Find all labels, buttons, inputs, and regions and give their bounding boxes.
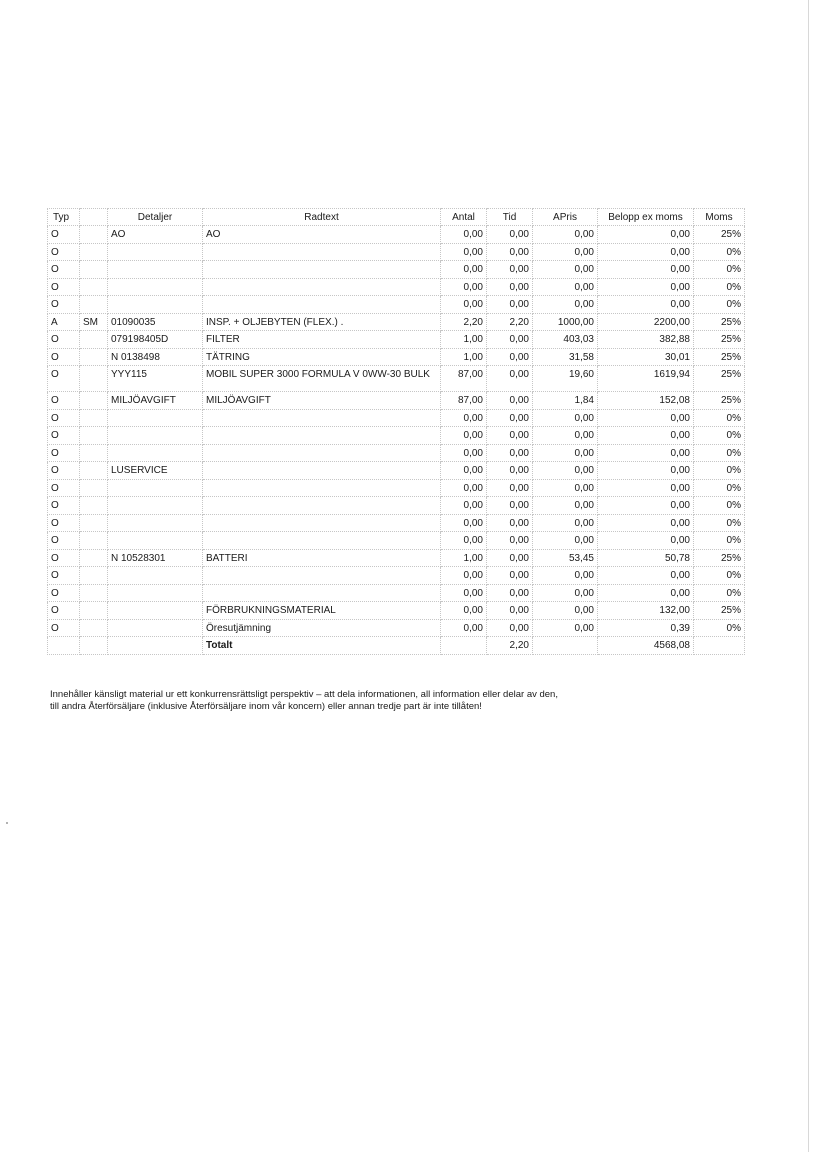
cell-code [80, 532, 108, 550]
cell-detaljer: YYY115 [108, 366, 203, 392]
cell-radtext: MOBIL SUPER 3000 FORMULA V 0WW-30 BULK [203, 366, 441, 392]
header-apris: APris [533, 209, 598, 226]
cell-tid: 0,00 [487, 331, 533, 349]
scan-artifact [6, 822, 8, 824]
table-row [48, 278, 745, 296]
cell-belopp: 0,00 [598, 261, 694, 279]
cell-typ: O [48, 366, 80, 392]
cell-antal: 87,00 [441, 392, 487, 410]
table-row [48, 619, 745, 637]
cell-belopp: 0,00 [598, 584, 694, 602]
notice-line-1: Innehåller känsligt material ur ett konkurrensrättsligt perspektiv – att dela informationen, all information eller delar av den, [50, 689, 558, 700]
cell-code [80, 427, 108, 445]
cell-tid: 0,00 [487, 296, 533, 314]
cell-moms: 0% [694, 261, 745, 279]
cell-detaljer [108, 602, 203, 620]
cell-typ: O [48, 602, 80, 620]
cell-antal: 1,00 [441, 331, 487, 349]
notice-line-2: till andra Återförsäljare (inklusive Återförsäljare inom vår koncern) eller annan tredje part är inte tillåten! [50, 701, 482, 712]
cell-belopp: 0,00 [598, 296, 694, 314]
table-row [48, 261, 745, 279]
cell-typ: O [48, 296, 80, 314]
cell-belopp: 0,39 [598, 619, 694, 637]
cell-code: SM [80, 313, 108, 331]
cell-typ: O [48, 514, 80, 532]
cell-tid: 0,00 [487, 409, 533, 427]
cell-radtext [203, 261, 441, 279]
cell-moms: 25% [694, 549, 745, 567]
cell-detaljer [108, 497, 203, 515]
total-empty-cell [108, 637, 203, 655]
cell-typ: O [48, 392, 80, 410]
cell-tid: 0,00 [487, 226, 533, 244]
cell-moms: 0% [694, 532, 745, 550]
table-row [48, 514, 745, 532]
cell-antal: 0,00 [441, 427, 487, 445]
cell-antal: 0,00 [441, 296, 487, 314]
cell-antal: 0,00 [441, 567, 487, 585]
page-edge [808, 0, 809, 1152]
cell-moms: 0% [694, 462, 745, 480]
cell-moms: 0% [694, 278, 745, 296]
cell-tid: 0,00 [487, 602, 533, 620]
cell-code [80, 261, 108, 279]
cell-radtext [203, 243, 441, 261]
cell-detaljer: 079198405D [108, 331, 203, 349]
cell-code [80, 497, 108, 515]
cell-radtext [203, 514, 441, 532]
cell-tid: 0,00 [487, 514, 533, 532]
cell-typ: O [48, 444, 80, 462]
cell-radtext [203, 462, 441, 480]
cell-code [80, 331, 108, 349]
table-row [48, 427, 745, 445]
cell-tid: 0,00 [487, 243, 533, 261]
table-row [48, 348, 745, 366]
header-typ: Typ [48, 209, 80, 226]
header-radtext: Radtext [203, 209, 441, 226]
cell-moms: 25% [694, 313, 745, 331]
header-moms: Moms [694, 209, 745, 226]
cell-tid: 0,00 [487, 567, 533, 585]
cell-detaljer [108, 444, 203, 462]
cell-radtext: INSP. + OLJEBYTEN (FLEX.) . [203, 313, 441, 331]
cell-radtext: AO [203, 226, 441, 244]
cell-tid: 0,00 [487, 278, 533, 296]
cell-code [80, 479, 108, 497]
cell-typ: O [48, 409, 80, 427]
cell-radtext: MILJÖAVGIFT [203, 392, 441, 410]
cell-detaljer [108, 261, 203, 279]
cell-apris: 0,00 [533, 243, 598, 261]
cell-moms: 25% [694, 392, 745, 410]
cell-apris: 0,00 [533, 296, 598, 314]
cell-belopp: 50,78 [598, 549, 694, 567]
cell-apris: 0,00 [533, 427, 598, 445]
cell-radtext: BATTERI [203, 549, 441, 567]
cell-detaljer: MILJÖAVGIFT [108, 392, 203, 410]
cell-detaljer: N 10528301 [108, 549, 203, 567]
cell-belopp: 0,00 [598, 409, 694, 427]
table-row [48, 497, 745, 515]
cell-radtext: FÖRBRUKNINGSMATERIAL [203, 602, 441, 620]
table-row [48, 479, 745, 497]
cell-belopp: 0,00 [598, 479, 694, 497]
header-tid: Tid [487, 209, 533, 226]
table-header-row [48, 209, 745, 226]
table-row [48, 584, 745, 602]
cell-code [80, 584, 108, 602]
cell-apris: 0,00 [533, 462, 598, 480]
cell-typ: O [48, 243, 80, 261]
cell-code [80, 348, 108, 366]
cell-apris: 0,00 [533, 567, 598, 585]
cell-code [80, 619, 108, 637]
cell-typ: O [48, 348, 80, 366]
cell-belopp: 0,00 [598, 462, 694, 480]
cell-typ: O [48, 427, 80, 445]
cell-belopp: 0,00 [598, 226, 694, 244]
cell-tid: 0,00 [487, 497, 533, 515]
cell-belopp: 0,00 [598, 278, 694, 296]
cell-antal: 0,00 [441, 479, 487, 497]
cell-tid: 0,00 [487, 619, 533, 637]
table-row [48, 243, 745, 261]
cell-belopp: 1619,94 [598, 366, 694, 392]
cell-antal: 0,00 [441, 462, 487, 480]
table-row [48, 296, 745, 314]
cell-detaljer: 01090035 [108, 313, 203, 331]
cell-tid: 0,00 [487, 427, 533, 445]
cell-tid: 0,00 [487, 584, 533, 602]
cell-apris: 0,00 [533, 497, 598, 515]
cell-tid: 2,20 [487, 313, 533, 331]
cell-detaljer [108, 514, 203, 532]
table-row [48, 331, 745, 349]
cell-radtext [203, 296, 441, 314]
cell-antal: 0,00 [441, 278, 487, 296]
cell-typ: O [48, 278, 80, 296]
cell-code [80, 567, 108, 585]
cell-apris: 0,00 [533, 532, 598, 550]
total-belopp: 4568,08 [598, 637, 694, 655]
cell-apris: 0,00 [533, 409, 598, 427]
cell-moms: 25% [694, 226, 745, 244]
cell-belopp: 0,00 [598, 567, 694, 585]
header-belopp: Belopp ex moms [598, 209, 694, 226]
cell-detaljer [108, 619, 203, 637]
cell-detaljer [108, 532, 203, 550]
cell-antal: 0,00 [441, 584, 487, 602]
cell-antal: 1,00 [441, 549, 487, 567]
total-tid: 2,20 [487, 637, 533, 655]
cell-radtext [203, 479, 441, 497]
cell-code [80, 392, 108, 410]
cell-antal: 0,00 [441, 243, 487, 261]
cell-tid: 0,00 [487, 392, 533, 410]
cell-apris: 0,00 [533, 514, 598, 532]
cell-typ: O [48, 584, 80, 602]
cell-antal: 0,00 [441, 497, 487, 515]
cell-code [80, 226, 108, 244]
cell-detaljer [108, 409, 203, 427]
cell-apris: 0,00 [533, 479, 598, 497]
cell-moms: 0% [694, 497, 745, 515]
cell-belopp: 382,88 [598, 331, 694, 349]
cell-moms: 0% [694, 444, 745, 462]
table-row [48, 366, 745, 392]
cell-detaljer: LUSERVICE [108, 462, 203, 480]
cell-code [80, 409, 108, 427]
table-body [48, 226, 745, 637]
cell-apris: 19,60 [533, 366, 598, 392]
table-row [48, 462, 745, 480]
table-row [48, 226, 745, 244]
cell-detaljer [108, 243, 203, 261]
cell-radtext: FILTER [203, 331, 441, 349]
cell-detaljer [108, 567, 203, 585]
cell-antal: 0,00 [441, 409, 487, 427]
cell-typ: O [48, 619, 80, 637]
cell-belopp: 0,00 [598, 532, 694, 550]
cell-apris: 0,00 [533, 278, 598, 296]
cell-code [80, 549, 108, 567]
cell-detaljer [108, 278, 203, 296]
cell-belopp: 0,00 [598, 514, 694, 532]
cell-moms: 0% [694, 514, 745, 532]
table-row [48, 409, 745, 427]
header-antal: Antal [441, 209, 487, 226]
cell-tid: 0,00 [487, 444, 533, 462]
cell-radtext [203, 584, 441, 602]
cell-antal: 0,00 [441, 619, 487, 637]
total-empty-cell [533, 637, 598, 655]
invoice-lines-table [47, 208, 745, 655]
table-row [48, 602, 745, 620]
cell-detaljer: N 0138498 [108, 348, 203, 366]
total-empty-cell [80, 637, 108, 655]
cell-code [80, 602, 108, 620]
table-row [48, 532, 745, 550]
cell-moms: 25% [694, 331, 745, 349]
cell-moms: 0% [694, 427, 745, 445]
cell-radtext [203, 497, 441, 515]
cell-radtext [203, 567, 441, 585]
cell-antal: 0,00 [441, 226, 487, 244]
cell-belopp: 0,00 [598, 243, 694, 261]
confidentiality-notice [50, 689, 750, 713]
cell-antal: 87,00 [441, 366, 487, 392]
cell-antal: 0,00 [441, 261, 487, 279]
cell-typ: O [48, 462, 80, 480]
cell-radtext: TÄTRING [203, 348, 441, 366]
cell-tid: 0,00 [487, 348, 533, 366]
cell-typ: O [48, 261, 80, 279]
cell-apris: 53,45 [533, 549, 598, 567]
cell-detaljer [108, 296, 203, 314]
cell-typ: O [48, 479, 80, 497]
table-row [48, 444, 745, 462]
cell-moms: 0% [694, 619, 745, 637]
cell-moms: 0% [694, 409, 745, 427]
cell-code [80, 444, 108, 462]
table-row [48, 392, 745, 410]
cell-detaljer: AO [108, 226, 203, 244]
cell-apris: 403,03 [533, 331, 598, 349]
cell-tid: 0,00 [487, 462, 533, 480]
cell-detaljer [108, 427, 203, 445]
cell-belopp: 132,00 [598, 602, 694, 620]
cell-code [80, 296, 108, 314]
cell-moms: 0% [694, 479, 745, 497]
cell-radtext [203, 444, 441, 462]
cell-tid: 0,00 [487, 532, 533, 550]
cell-apris: 0,00 [533, 619, 598, 637]
cell-radtext [203, 278, 441, 296]
cell-typ: O [48, 567, 80, 585]
cell-apris: 31,58 [533, 348, 598, 366]
cell-belopp: 0,00 [598, 427, 694, 445]
cell-belopp: 0,00 [598, 444, 694, 462]
cell-apris: 1,84 [533, 392, 598, 410]
total-label: Totalt [203, 637, 441, 655]
cell-typ: O [48, 497, 80, 515]
cell-belopp: 152,08 [598, 392, 694, 410]
cell-typ: O [48, 549, 80, 567]
cell-radtext [203, 532, 441, 550]
cell-apris: 0,00 [533, 584, 598, 602]
cell-antal: 1,00 [441, 348, 487, 366]
cell-antal: 0,00 [441, 444, 487, 462]
cell-detaljer [108, 584, 203, 602]
cell-typ: A [48, 313, 80, 331]
cell-typ: O [48, 331, 80, 349]
cell-tid: 0,00 [487, 479, 533, 497]
cell-belopp: 0,00 [598, 497, 694, 515]
cell-antal: 0,00 [441, 514, 487, 532]
total-row [48, 637, 745, 655]
cell-moms: 0% [694, 584, 745, 602]
header-detaljer: Detaljer [108, 209, 203, 226]
cell-typ: O [48, 532, 80, 550]
cell-moms: 25% [694, 366, 745, 392]
cell-antal: 0,00 [441, 602, 487, 620]
cell-code [80, 514, 108, 532]
cell-moms: 0% [694, 296, 745, 314]
cell-apris: 0,00 [533, 602, 598, 620]
cell-belopp: 30,01 [598, 348, 694, 366]
cell-radtext: Öresutjämning [203, 619, 441, 637]
cell-belopp: 2200,00 [598, 313, 694, 331]
total-empty-cell [694, 637, 745, 655]
cell-apris: 0,00 [533, 261, 598, 279]
cell-antal: 2,20 [441, 313, 487, 331]
cell-code [80, 366, 108, 392]
header-code [80, 209, 108, 226]
cell-tid: 0,00 [487, 366, 533, 392]
cell-typ: O [48, 226, 80, 244]
table-row [48, 567, 745, 585]
cell-moms: 25% [694, 602, 745, 620]
cell-tid: 0,00 [487, 549, 533, 567]
cell-radtext [203, 427, 441, 445]
cell-code [80, 462, 108, 480]
total-empty-cell [48, 637, 80, 655]
cell-antal: 0,00 [441, 532, 487, 550]
cell-tid: 0,00 [487, 261, 533, 279]
cell-apris: 1000,00 [533, 313, 598, 331]
cell-apris: 0,00 [533, 226, 598, 244]
cell-code [80, 278, 108, 296]
total-empty-cell [441, 637, 487, 655]
cell-radtext [203, 409, 441, 427]
cell-moms: 25% [694, 348, 745, 366]
cell-code [80, 243, 108, 261]
cell-moms: 0% [694, 243, 745, 261]
table-row [48, 313, 745, 331]
cell-apris: 0,00 [533, 444, 598, 462]
cell-detaljer [108, 479, 203, 497]
cell-moms: 0% [694, 567, 745, 585]
table-row [48, 549, 745, 567]
